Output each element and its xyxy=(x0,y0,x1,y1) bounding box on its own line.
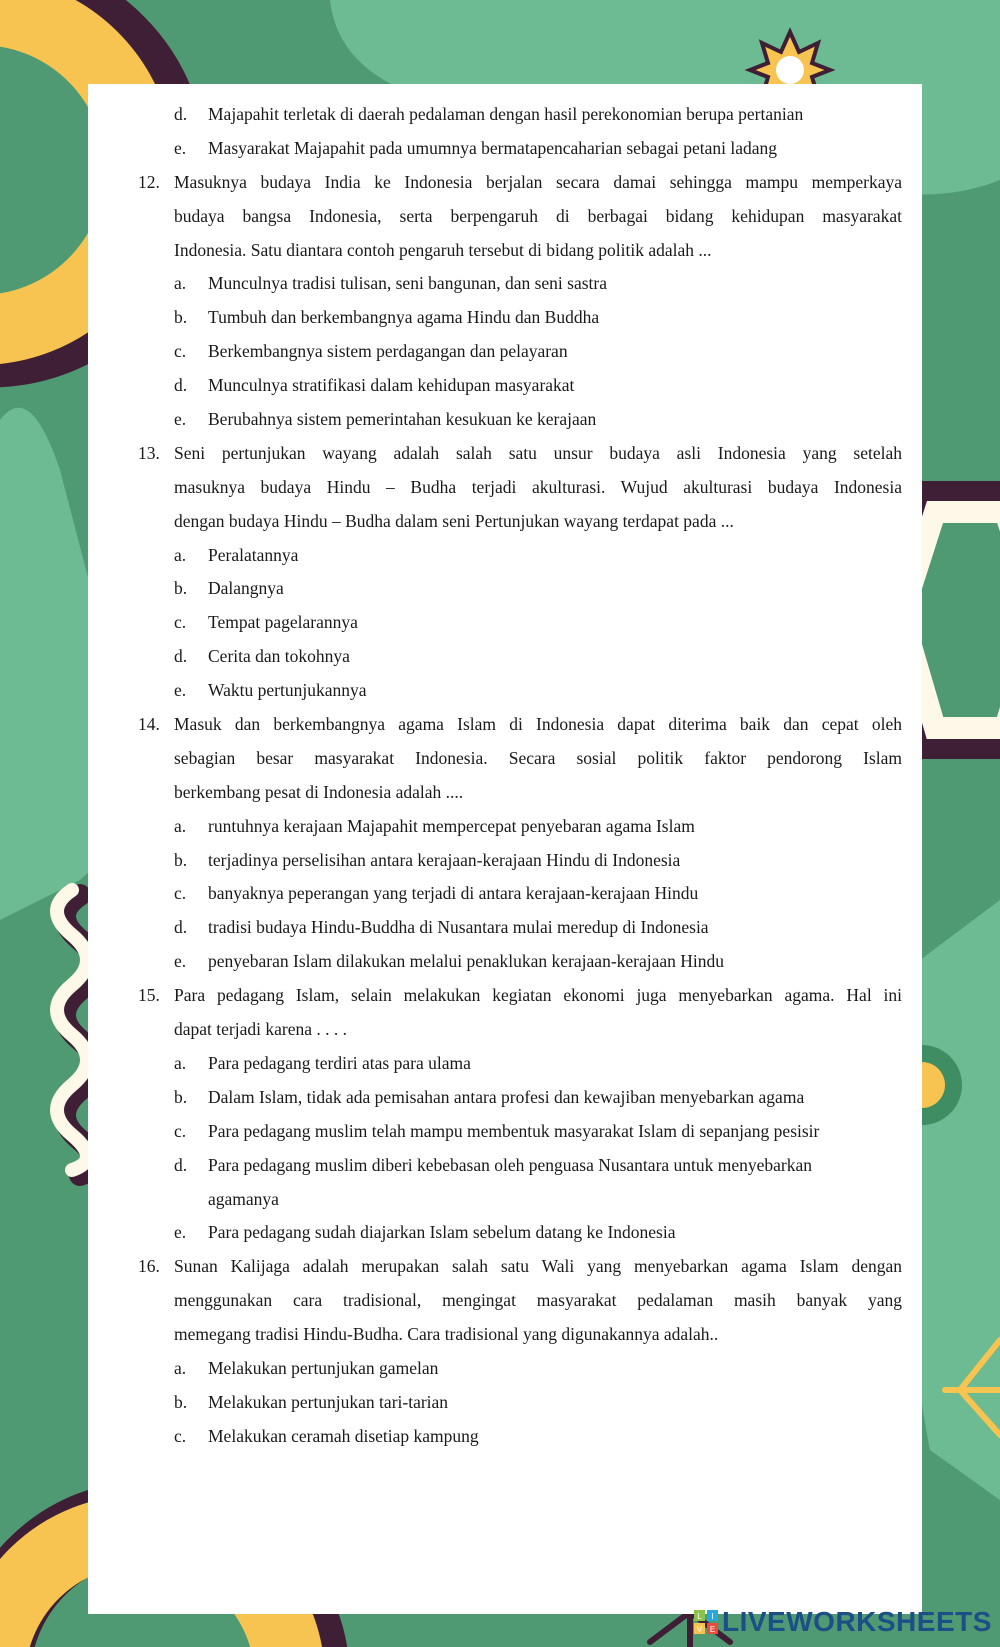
answer-option-label: e. xyxy=(174,680,187,701)
answer-option-text: Dalam Islam, tidak ada pemisahan antara profesi dan kewajiban menyebarkan agama xyxy=(208,1086,805,1107)
question-stem-line xyxy=(0,234,1000,268)
answer-option xyxy=(0,572,1000,606)
question-stem-line xyxy=(0,1284,1000,1318)
answer-option xyxy=(0,335,1000,369)
answer-option-label: d. xyxy=(174,375,188,396)
answer-option-label: e. xyxy=(174,409,187,430)
question-stem-line xyxy=(0,1013,1000,1047)
question-stem-line xyxy=(0,742,1000,776)
answer-option-text: Berkembangnya sistem perdagangan dan pelayaran xyxy=(208,341,568,362)
answer-option-label: a. xyxy=(174,544,187,565)
answer-option xyxy=(0,1047,1000,1081)
answer-option xyxy=(0,911,1000,945)
answer-option-text: Munculnya tradisi tulisan, seni bangunan, dan seni sastra xyxy=(208,273,608,294)
logo-letter-e: E xyxy=(709,1625,716,1634)
question-stem-line-text: budaya bangsa Indonesia, serta berpengaruh di berbagai bidang kehidupan masyarakat xyxy=(174,205,902,226)
answer-option-continuation-text: agamanya xyxy=(208,1188,279,1209)
question-stem xyxy=(0,166,1000,200)
question-stem-line xyxy=(0,1318,1000,1352)
answer-option-label: b. xyxy=(174,1086,188,1107)
question-stem xyxy=(0,708,1000,742)
logo-letter-i: I xyxy=(711,1612,714,1621)
answer-option-text: Tempat pagelarannya xyxy=(208,612,358,633)
answer-option xyxy=(0,945,1000,979)
answer-option xyxy=(0,1352,1000,1386)
question-stem-line xyxy=(0,776,1000,810)
answer-option-text: Para pedagang muslim telah mampu membentuk masyarakat Islam di sepanjang pesisir xyxy=(208,1120,820,1141)
answer-option xyxy=(0,640,1000,674)
question-stem-line-text: sebagian besar masyarakat Indonesia. Secara sosial politik faktor pendorong Islam xyxy=(174,747,902,768)
answer-option-text: banyaknya peperangan yang terjadi di antara kerajaan-kerajaan Hindu xyxy=(208,883,699,904)
answer-option xyxy=(0,674,1000,708)
answer-option-text: terjadinya perselisihan antara kerajaan-kerajaan Hindu di Indonesia xyxy=(208,849,681,870)
answer-option-text: Para pedagang muslim diberi kebebasan oleh penguasa Nusantara untuk menyebarkan xyxy=(208,1154,813,1175)
answer-option xyxy=(0,1420,1000,1454)
answer-option-text: Melakukan pertunjukan gamelan xyxy=(208,1357,439,1378)
question-stem-line-text: memegang tradisi Hindu-Budha. Cara tradisional yang digunakannya adalah.. xyxy=(174,1324,719,1345)
answer-option-text: Cerita dan tokohnya xyxy=(208,646,350,667)
answer-option xyxy=(0,1386,1000,1420)
answer-option-label: d. xyxy=(174,104,188,124)
answer-option-continuation xyxy=(0,1183,1000,1217)
answer-option-label: c. xyxy=(174,612,187,633)
answer-option-text: Peralatannya xyxy=(208,544,299,565)
brand-name: LIVEWORKSHEETS xyxy=(722,1606,992,1637)
answer-option-text: Munculnya stratifikasi dalam kehidupan masyarakat xyxy=(208,375,575,396)
liveworksheets-brand xyxy=(692,1604,992,1644)
answer-option xyxy=(0,877,1000,911)
question-stem-label: 14. xyxy=(138,714,160,735)
question-stem xyxy=(0,1250,1000,1284)
question-stem xyxy=(0,979,1000,1013)
answer-option-text: Melakukan pertunjukan tari-tarian xyxy=(208,1391,449,1412)
logo-letter-l: L xyxy=(697,1612,702,1621)
question-stem-text: Sunan Kalijaga adalah merupakan salah satu Wali yang menyebarkan agama Islam dengan xyxy=(174,1256,902,1277)
answer-option-label: e. xyxy=(174,951,187,972)
answer-option xyxy=(0,403,1000,437)
answer-option xyxy=(0,810,1000,844)
question-stem-line-text: menggunakan cara tradisional, mengingat masyarakat pedalaman masih banyak yang xyxy=(174,1290,902,1311)
answer-option-text: Tumbuh dan berkembangnya agama Hindu dan Buddha xyxy=(208,307,600,328)
question-stem-text: Masuk dan berkembangnya agama Islam di Indonesia dapat diterima baik dan cepat oleh xyxy=(174,714,902,735)
answer-option-label: a. xyxy=(174,1357,187,1378)
answer-option xyxy=(0,1115,1000,1149)
answer-option-text: Waktu pertunjukannya xyxy=(208,680,367,701)
question-stem-line-text: dapat terjadi karena . . . . xyxy=(174,1019,347,1040)
answer-option-label: c. xyxy=(174,883,187,904)
question-stem-line xyxy=(0,200,1000,234)
question-stem-label: 15. xyxy=(138,985,160,1006)
question-stem-line-text: dengan budaya Hindu – Budha dalam seni Pertunjukan wayang terdapat pada ... xyxy=(174,510,734,531)
question-stem-label: 13. xyxy=(138,442,160,463)
answer-option-label: a. xyxy=(174,815,187,836)
answer-option xyxy=(0,1081,1000,1115)
answer-option-label: b. xyxy=(174,1391,188,1412)
answer-option-label: a. xyxy=(174,1052,187,1073)
question-list xyxy=(0,98,1000,1454)
answer-option xyxy=(0,98,1000,132)
answer-option-text: penyebaran Islam dilakukan melalui penaklukan kerajaan-kerajaan Hindu xyxy=(208,951,725,972)
answer-option-text: Majapahit terletak di daerah pedalaman dengan hasil perekonomian berupa pertanian xyxy=(208,104,804,124)
answer-option-label: c. xyxy=(174,1425,187,1446)
answer-option-label: e. xyxy=(174,1222,187,1243)
liveworksheets-logo-icon xyxy=(692,1604,720,1644)
answer-option xyxy=(0,606,1000,640)
question-stem-line-text: berkembang pesat di Indonesia adalah .... xyxy=(174,781,464,802)
answer-option xyxy=(0,132,1000,166)
answer-option-text: Melakukan ceramah disetiap kampung xyxy=(208,1425,479,1446)
answer-option xyxy=(0,301,1000,335)
answer-option-label: b. xyxy=(174,849,188,870)
answer-option xyxy=(0,539,1000,573)
question-stem-text: Seni pertunjukan wayang adalah salah satu unsur budaya asli Indonesia yang setelah xyxy=(174,442,902,463)
answer-option-text: runtuhnya kerajaan Majapahit mempercepat penyebaran agama Islam xyxy=(208,815,695,836)
logo-letter-v: V xyxy=(696,1625,703,1634)
question-stem xyxy=(0,437,1000,471)
answer-option-text: Para pedagang terdiri atas para ulama xyxy=(208,1052,471,1073)
answer-option-label: e. xyxy=(174,137,187,158)
answer-option xyxy=(0,369,1000,403)
answer-option-label: b. xyxy=(174,578,188,599)
answer-option-text: Para pedagang sudah diajarkan Islam sebelum datang ke Indonesia xyxy=(208,1222,676,1243)
answer-option-text: Berubahnya sistem pemerintahan kesukuan ke kerajaan xyxy=(208,409,597,430)
question-stem-label: 16. xyxy=(138,1256,160,1277)
answer-option-text: Masyarakat Majapahit pada umumnya bermatapencaharian sebagai petani ladang xyxy=(208,137,777,158)
question-stem-line-text: Indonesia. Satu diantara contoh pengaruh tersebut di bidang politik adalah ... xyxy=(174,239,712,260)
answer-option-label: c. xyxy=(174,1120,187,1141)
answer-option xyxy=(0,267,1000,301)
answer-option-text: tradisi budaya Hindu-Buddha di Nusantara mulai meredup di Indonesia xyxy=(208,917,709,938)
question-stem-line xyxy=(0,505,1000,539)
answer-option-text: Dalangnya xyxy=(208,578,284,599)
question-stem-label: 12. xyxy=(138,171,160,192)
answer-option-label: d. xyxy=(174,917,188,938)
answer-option-label: a. xyxy=(174,273,187,294)
answer-option-label: c. xyxy=(174,341,187,362)
question-stem-line-text: masuknya budaya Hindu – Budha terjadi akulturasi. Wujud akulturasi budaya Indonesia xyxy=(174,476,902,497)
answer-option-label: b. xyxy=(174,307,188,328)
answer-option xyxy=(0,844,1000,878)
question-stem-line xyxy=(0,471,1000,505)
answer-option xyxy=(0,1149,1000,1183)
answer-option-label: d. xyxy=(174,646,188,667)
answer-option xyxy=(0,1216,1000,1250)
answer-option-label: d. xyxy=(174,1154,188,1175)
question-stem-text: Para pedagang Islam, selain melakukan kegiatan ekonomi juga menyebarkan agama. Hal ini xyxy=(174,985,902,1006)
question-stem-text: Masuknya budaya India ke Indonesia berjalan secara damai sehingga mampu memperkaya xyxy=(174,171,902,192)
